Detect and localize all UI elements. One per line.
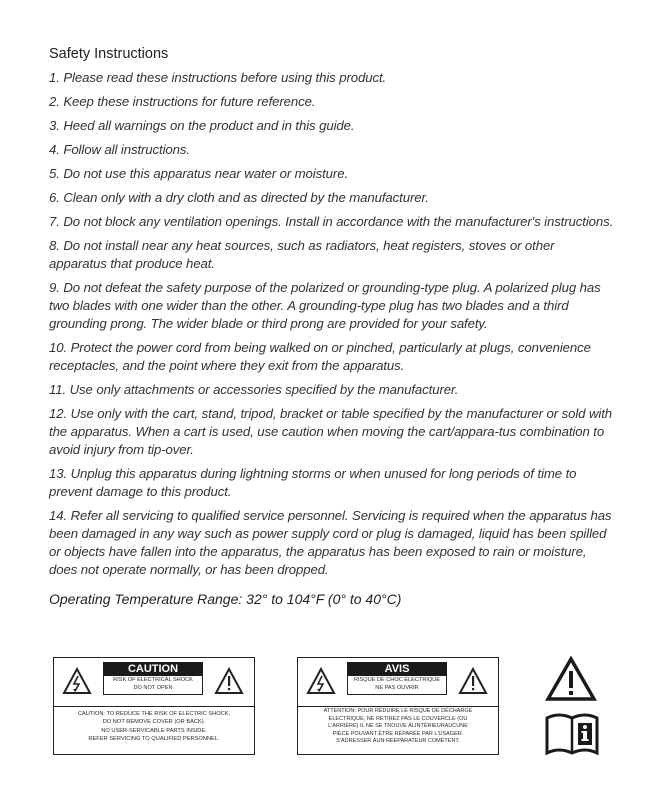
instruction-item: 4. Follow all instructions. [49,142,190,157]
read-manual-icon [544,710,600,756]
instruction-item: 5. Do not use this apparatus near water or moisture. [49,166,349,181]
avis-heading: AVIS [347,662,447,676]
instruction-item: 12. Use only with the cart, stand, tripod, bracket or table specified by the manufacturer or sold with the apparatus. When a cart is used, use caution when moving the cart/appara-tus combination to avoid injury from tip-over. [49,406,613,457]
instruction-item: 13. Unplug this apparatus during lightning storms or when unused for long periods of time to prevent damage to this product. [49,466,577,499]
caution-subtitle: DO NOT OPEN [133,684,173,691]
instruction-item: 8. Do not install near any heat sources, such as radiators, heat registers, stoves or other apparatus that produce heat. [49,238,555,271]
safety-page [49,44,614,609]
exclamation-warning-icon [214,667,244,695]
avis-text-line: ATTENTION: POUR RÉDUIRE LE RISQUE DE DÉCHARGE [323,708,473,714]
exclamation-warning-icon [458,667,488,695]
instruction-item: 10. Protect the power cord from being walked on or pinched, particularly at plugs, convenience receptacles, and the point where they exit from the apparatus. [49,340,591,373]
caution-text-line: DO NOT REMOVE COVER (OR BACK). [102,719,206,726]
caution-label [53,657,255,755]
instruction-item: 1. Please read these instructions before using this product. [49,70,387,85]
avis-subtitle: RISQUE DE CHOC ÉLECTRIQUE [353,677,441,683]
instruction-item: 2. Keep these instructions for future reference. [49,94,316,109]
lightning-warning-icon [306,667,336,695]
avis-text-line: PIÈCE POUVANT ÊTRE RÉPARÉE PAR L'USAGER. [332,730,464,737]
page-title: Safety Instructions [49,46,169,62]
instruction-item: 9. Do not defeat the safety purpose of the polarized or grounding-type plug. A polarized plug has two blades with one wider than the other. A grounding-type plug has two blades and a third grounding prong. The wider blade or third prong are provided for your safety. [49,280,601,331]
instruction-item: 11. Use only attachments or accessories specified by the manufacturer. [49,382,459,397]
instruction-item: 7. Do not block any ventilation openings. Install in accordance with the manufacturer's instructions. [49,214,614,229]
avis-text-line: ÉLECTRIQUE, NE RETIREZ PAS LE COUVERCLE (OU [328,715,468,722]
avis-text-line: L'ARRIÈRE) IL NE SE TROUVE ÀLINTÉRIEURAUCUNE [328,723,468,730]
caution-heading: CAUTION [103,662,203,676]
caution-text-line: CAUTION: TO REDUCE THE RISK OF ELECTRIC SHOCK, [77,711,231,717]
caution-text-line: REFER SERVICING TO QUALIFIED PERSONNEL. [88,736,220,743]
instruction-item: 3. Heed all warnings on the product and in this guide. [49,118,355,133]
avis-text-line: S'ADRESSER ÀUN RÉEPARATEUR COMÉTENT. [336,738,460,745]
lightning-warning-icon [62,667,92,695]
caution-subtitle: RISK OF ELECTRICAL SHOCK [113,677,193,683]
instruction-item: 14. Refer all servicing to qualified service personnel. Servicing is required when the apparatus has been damaged in any way such as power supply cord or plug is damaged, liquid has been spilled or objects have fallen into the apparatus, the apparatus has been exposed to rain or moisture, does not operate normally, or has been dropped. [49,508,612,577]
instruction-item: 6. Clean only with a dry cloth and as directed by the manufacturer. [49,190,429,205]
exclamation-warning-icon [545,656,597,702]
avis-subtitle: NE PAS OUVRIR [375,684,419,691]
instruction-list [49,69,614,579]
caution-text-line: NO USER-SERVICABLE PARTS INSIDE. [101,727,207,734]
avis-label [297,657,499,755]
operating-temperature: Operating Temperature Range: 32° to 104°F (0° to 40°C) [49,591,402,607]
